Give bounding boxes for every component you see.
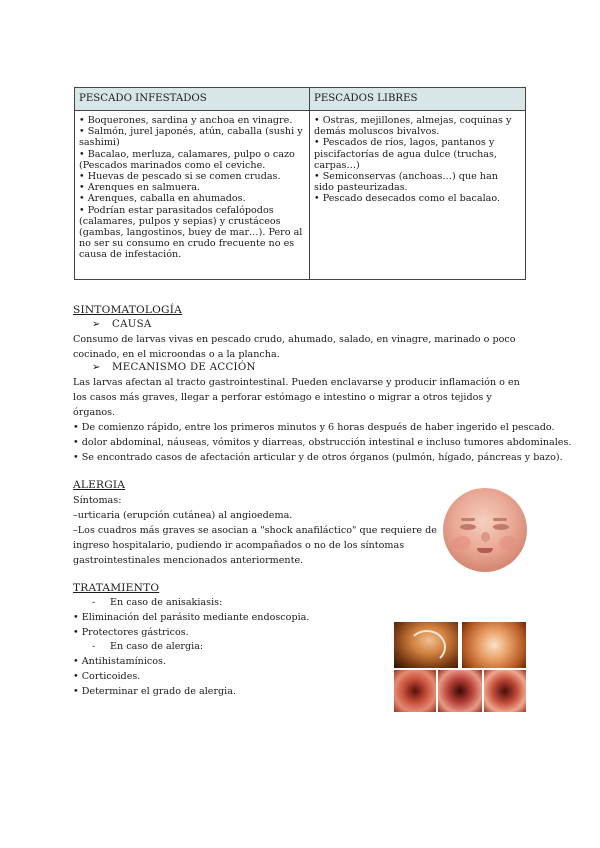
infested-item: • Arenques en salmuera.: [79, 182, 200, 194]
causa-heading: [92, 319, 152, 330]
infested-item: • Bacalao, merluza, calamares, pulpo o cazo (Pescados marinados como el ceviche.: [79, 148, 295, 171]
header-free: PESCADOS LIBRES: [310, 88, 526, 111]
endoscopy-photo: [462, 622, 526, 668]
causa-title: CAUSA: [112, 319, 152, 330]
free-item: • Ostras, mejillones, almejas, coquinas y demás moluscos bivalvos.: [314, 115, 512, 138]
tratamiento-heading: TRATAMIENTO: [73, 582, 160, 594]
mecanismo-heading: [92, 362, 256, 373]
symptom-bullet: • Se encontrado casos de afectación articular y de otros órganos (pulmón, hígado, páncreas y bazo).: [73, 452, 563, 463]
free-cell: [310, 111, 526, 280]
treatment-item: • Eliminación del parásito mediante endoscopia.: [73, 612, 310, 623]
angioedema-child-photo: [443, 488, 527, 572]
alergia-line: ingreso hospitalario, pudiendo ir acompañados o no de los síntomas: [73, 540, 405, 551]
symptom-bullet: • De comienzo rápido, entre los primeros minutos y 6 horas después de haber ingerido el pescado.: [73, 422, 555, 433]
symptom-bullet: • dolor abdominal, náuseas, vómitos y diarreas, obstrucción intestinal e incluso tumores abdominales.: [73, 437, 572, 448]
arrow-icon: ➢: [92, 319, 101, 330]
dash-marker: -: [92, 641, 96, 652]
alergia-line: gastrointestinales mencionados anteriormente.: [73, 555, 304, 566]
alergia-line: Síntomas:: [73, 495, 122, 506]
endoscopy-photo: [394, 622, 458, 668]
infested-item: • Huevas de pescado si se comen crudas.: [79, 171, 281, 183]
infested-item: • Arenques, caballa en ahumados.: [79, 193, 246, 205]
anisakiasis-text: En caso de anisakiasis:: [110, 597, 223, 608]
treatment-item: • Antihistamínicos.: [73, 656, 167, 667]
dash-marker: -: [92, 597, 96, 608]
endoscopy-photo: [438, 670, 482, 712]
alergia-line: –Los cuadros más graves se asocian a "shock anafiláctico" que requiere de: [73, 525, 437, 536]
alergia-heading: ALERGIA: [73, 479, 126, 491]
treatment-item: • Protectores gástricos.: [73, 627, 189, 638]
mecanismo-text: Las larvas afectan al tracto gastrointestinal. Pueden enclavarse y producir inflamación o en los casos más graves, llegar a perforar estómago e intestino o migrar a otros tejidos y órganos.: [73, 377, 520, 418]
alergia-treatment-label: [92, 641, 203, 652]
infested-item: • Podrían estar parasitados cefalópodos (calamares, pulpos y sepias) y crustáceos (gambas, langostinos, buey de mar…). Pero al no ser su consumo en crudo frecuente no es causa de infestación.: [79, 204, 303, 261]
free-item: • Semiconservas (anchoas…) que han sido pasteurizadas.: [314, 171, 498, 194]
infested-cell: [75, 111, 310, 280]
infested-item: • Boquerones, sardina y anchoa en vinagre.: [79, 115, 293, 126]
sintomatologia-heading: SINTOMATOLOGÍA: [73, 304, 182, 316]
alergia-treatment-text: En caso de alergia:: [110, 641, 204, 652]
free-item: • Pescados de ríos, lagos, pantanos y piscifactorías de agua dulce (truchas, carpas…): [314, 137, 497, 171]
anisakiasis-label: [92, 597, 222, 608]
treatment-item: • Determinar el grado de alergia.: [73, 686, 237, 697]
endoscopy-photos: [394, 622, 526, 712]
header-infested: PESCADO INFESTADOS: [75, 88, 310, 111]
causa-text: Consumo de larvas vivas en pescado crudo, ahumado, salado, en vinagre, marinado o poco cocinado, en el microondas o a la plancha.: [73, 334, 516, 360]
treatment-item: • Corticoides.: [73, 671, 141, 682]
alergia-line: –urticaria (erupción cutánea) al angioedema.: [73, 510, 293, 521]
endoscopy-photo: [484, 670, 526, 712]
infested-item: • Salmón, jurel japonés, atún, caballa (sushi y sashimi): [79, 126, 303, 149]
arrow-icon: ➢: [92, 362, 101, 373]
free-item: • Pescado desecados como el bacalao.: [314, 193, 501, 205]
mecanismo-title: MECANISMO DE ACCIÓN: [112, 362, 256, 373]
endoscopy-photo: [394, 670, 436, 712]
fish-infestation-table: [74, 87, 526, 280]
